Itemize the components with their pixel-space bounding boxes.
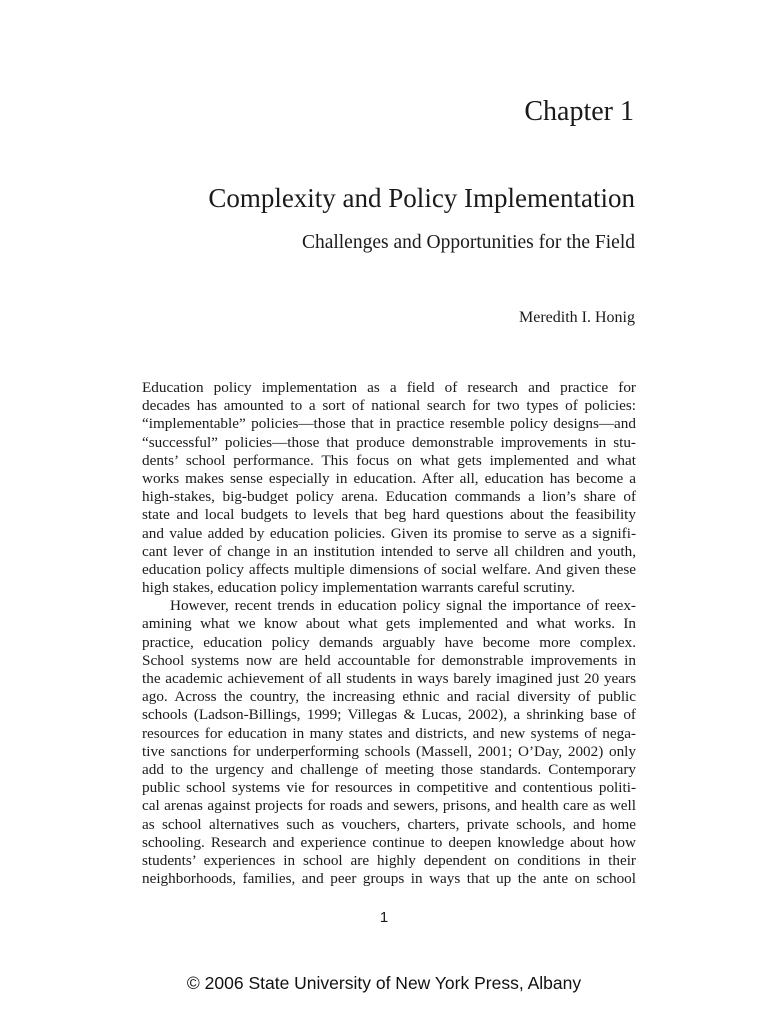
- chapter-title: Complexity and Policy Implementation: [208, 183, 635, 213]
- body-text: [142, 379, 636, 888]
- text-line: and value added by education policies. Given its promise to serve as a signifi-: [142, 524, 636, 542]
- text-line: ago. Across the country, the increasing ethnic and racial diversity of public: [142, 688, 636, 706]
- text-line: cal arenas against projects for roads and sewers, prisons, and health care as well: [142, 797, 636, 815]
- text-line: students’ experiences in school are highly dependent on conditions in their: [142, 851, 636, 869]
- text-line: add to the urgency and challenge of meeting those standards. Contemporary: [142, 760, 636, 778]
- author-name: Meredith I. Honig: [519, 309, 635, 326]
- text-line: tive sanctions for underperforming schools (Massell, 2001; O’Day, 2002) only: [142, 742, 636, 760]
- text-line: decades has amounted to a sort of national search for two types of policies:: [142, 397, 636, 415]
- page-number: 1: [379, 909, 389, 926]
- text-line: “successful” policies—those that produce demonstrable improvements in stu-: [142, 433, 636, 451]
- text-line: high-stakes, big-budget policy arena. Education commands a lion’s share of: [142, 488, 636, 506]
- text-line: amining what we know about what gets implemented and what works. In: [142, 615, 636, 633]
- chapter-label: Chapter 1: [524, 96, 634, 127]
- text-line: public school systems vie for resources in competitive and contentious politi-: [142, 779, 636, 797]
- text-line: resources for education in many states and districts, and new systems of nega-: [142, 724, 636, 742]
- text-line: practice, education policy demands arguably have become more complex.: [142, 633, 636, 651]
- text-line: education policy affects multiple dimensions of social welfare. And given these: [142, 560, 636, 578]
- text-line: dents’ school performance. This focus on what gets implemented and what: [142, 451, 636, 469]
- text-line: schools (Ladson-Billings, 1999; Villegas & Lucas, 2002), a shrinking base of: [142, 706, 636, 724]
- copyright-notice: © 2006 State University of New York Press, Albany: [186, 973, 582, 993]
- text-line: However, recent trends in education policy signal the importance of reex-: [170, 597, 636, 615]
- chapter-subtitle: Challenges and Opportunities for the Field: [301, 232, 635, 253]
- text-line: Education policy implementation as a field of research and practice for: [142, 379, 636, 396]
- text-line: the academic achievement of all students in ways barely imagined just 20 years: [142, 670, 636, 687]
- text-line: as school alternatives such as vouchers, charters, private schools, and home: [142, 815, 636, 833]
- text-line: schooling. Research and experience continue to deepen knowledge about how: [142, 833, 636, 851]
- text-line: neighborhoods, families, and peer groups in ways that up the ante on school: [142, 870, 636, 888]
- text-line: School systems now are held accountable for demonstrable improvements in: [142, 651, 636, 669]
- text-line: high stakes, education policy implementation warrants careful scrutiny.: [142, 579, 575, 597]
- text-line: cant lever of change in an institution intended to serve all children and youth,: [142, 542, 636, 560]
- text-line: “implementable” policies—those that in practice resemble policy designs—and: [142, 415, 636, 433]
- text-line: state and local budgets to levels that beg hard questions about the feasibility: [142, 506, 636, 524]
- text-line: works makes sense especially in education. After all, education has become a: [142, 469, 636, 487]
